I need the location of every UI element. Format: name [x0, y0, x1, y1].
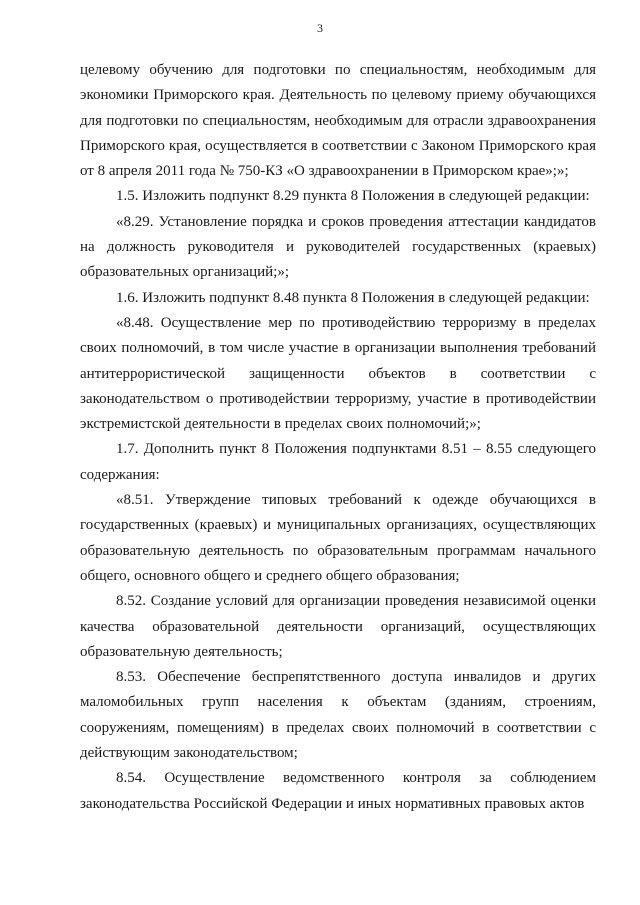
paragraph-subitem-8-52: 8.52. Создание условий для организации проведения независимой оценки качества образовательной деятельности организаций, осуществляющих образовательную деятельность;: [80, 593, 596, 660]
paragraph-subitem-8-48: «8.48. Осуществление мер по противодействию терроризму в пределах своих полномочий, в том числе участие в организации выполнения требований антитеррористической защищенности объектов в соответствии с законодательством о противодействии терроризму, участие в противодействии экстремистской деятельности в пределах своих полномочий;»;: [80, 314, 596, 433]
paragraph-subitem-8-51: «8.51. Утверждение типовых требований к одежде обучающихся в государственных (краевых) и муниципальных организациях, осуществляющих образовательную деятельность по образовательным программам начального общего, основного общего и среднего общего образования;: [80, 492, 596, 584]
paragraph-subitem-8-29: «8.29. Установление порядка и сроков проведения аттестации кандидатов на должность руководителя и руководителей государственных (краевых) образовательных организаций;»;: [80, 213, 596, 281]
paragraph-item-1-6: 1.6. Изложить подпункт 8.48 пункта 8 Положения в следующей редакции:: [116, 289, 590, 306]
document-body: [80, 58, 596, 817]
paragraph-item-1-5: 1.5. Изложить подпункт 8.29 пункта 8 Положения в следующей редакции:: [116, 188, 590, 205]
paragraph-item-1-7: 1.7. Дополнить пункт 8 Положения подпунктами 8.51 – 8.55 следующего содержания:: [80, 441, 596, 483]
paragraph-subitem-8-53: 8.53. Обеспечение беспрепятственного доступа инвалидов и других маломобильных групп населения к объектам (зданиям, строениям, сооружениям, помещениям) в пределах своих полномочий в соответствии с действующим законодательством;: [80, 669, 596, 762]
paragraph-continuation: целевому обучению для подготовки по специальностям, необходимым для экономики Приморского края. Деятельность по целевому приему обучающихся для подготовки по специальностям, необходимым для отрасли здравоохранения Приморского края, осуществляется в соответствии с Законом Приморского края от 8 апреля 2011 года № 750-КЗ «О здравоохранении в Приморском крае»;»;: [80, 62, 596, 180]
page-number: 3: [317, 21, 323, 35]
paragraph-subitem-8-54: 8.54. Осуществление ведомственного контроля за соблюдением законодательства Российской Федерации и иных нормативных правовых актов: [80, 770, 596, 812]
